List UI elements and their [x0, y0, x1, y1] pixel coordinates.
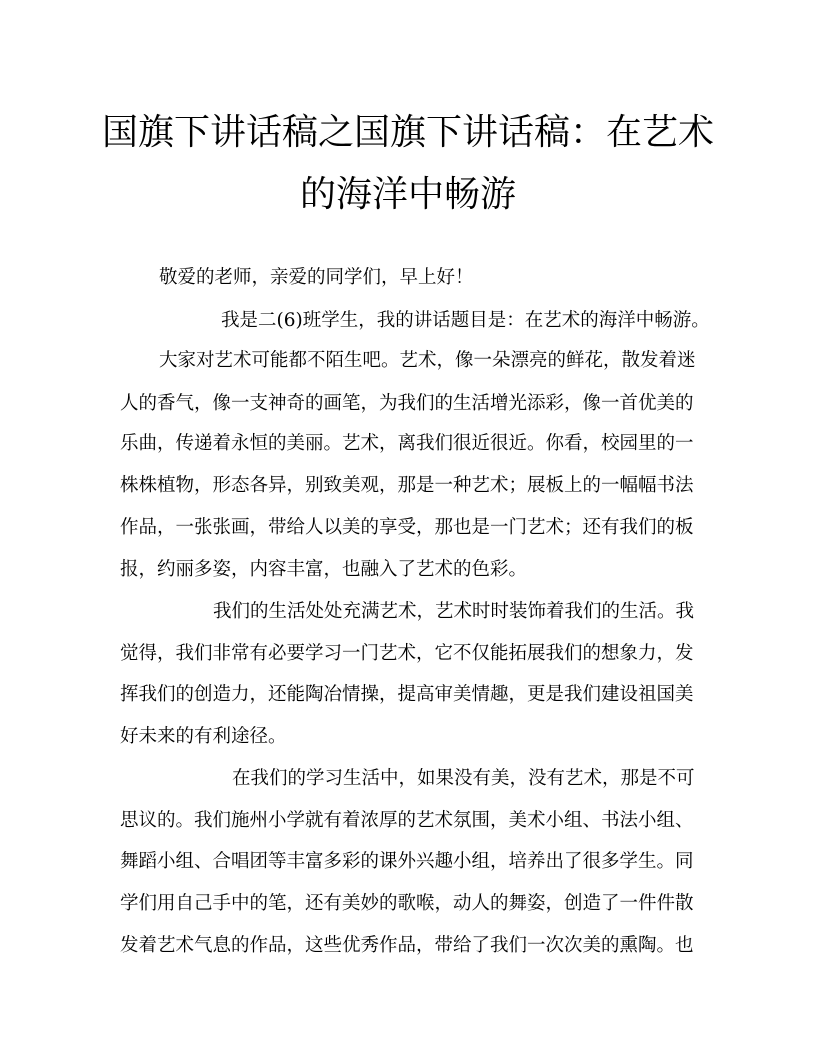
text-line: 思议的。我们施州小学就有着浓厚的艺术氛围，美术小组、书法小组、 — [120, 810, 694, 831]
document-title-line-1: 国旗下讲话稿之国旗下讲话稿：在艺术 — [101, 112, 714, 153]
text-line: 株株植物，形态各异，别致美观，那是一种艺术；展板上的一幅幅书法 — [120, 475, 694, 496]
text-line: 人的香气，像一支神奇的画笔，为我们的生活增光添彩，像一首优美的 — [120, 393, 694, 414]
text-line: 乐曲，传递着永恒的美丽。艺术，离我们很近很近。你看，校园里的一 — [120, 433, 694, 454]
text-line: 在我们的学习生活中，如果没有美，没有艺术，那是不可 — [232, 768, 695, 789]
text-line: 好未来的有利途径。 — [120, 726, 287, 747]
text-line: 发着艺术气息的作品，这些优秀作品，带给了我们一次次美的熏陶。也 — [120, 935, 694, 956]
text-line: 觉得，我们非常有必要学习一门艺术，它不仅能拓展我们的想象力，发 — [120, 643, 694, 664]
text-line: 大家对艺术可能都不陌生吧。艺术，像一朵漂亮的鲜花，散发着迷 — [159, 350, 696, 371]
text-line: 报，约丽多姿，内容丰富，也融入了艺术的色彩。 — [120, 559, 528, 580]
text-line: 学们用自己手中的笔，还有美妙的歌喉，动人的舞姿，创造了一件件散 — [120, 893, 694, 914]
document-title-line-2: 的海洋中畅游 — [299, 174, 516, 215]
text-line: 敬爱的老师，亲爱的同学们，早上好！ — [159, 267, 474, 288]
text-line: 我们的生活处处充满艺术，艺术时时装饰着我们的生活。我 — [213, 601, 695, 622]
text-line: 我是二(6)班学生，我的讲话题目是：在艺术的海洋中畅游。 — [221, 310, 710, 331]
text-line: 作品，一张张画，带给人以美的享受，那也是一门艺术；还有我们的板 — [120, 517, 694, 538]
text-line: 挥我们的创造力，还能陶冶情操，提高审美情趣，更是我们建设祖国美 — [120, 684, 694, 705]
text-line: 舞蹈小组、合唱团等丰富多彩的课外兴趣小组，培养出了很多学生。同 — [120, 851, 694, 872]
